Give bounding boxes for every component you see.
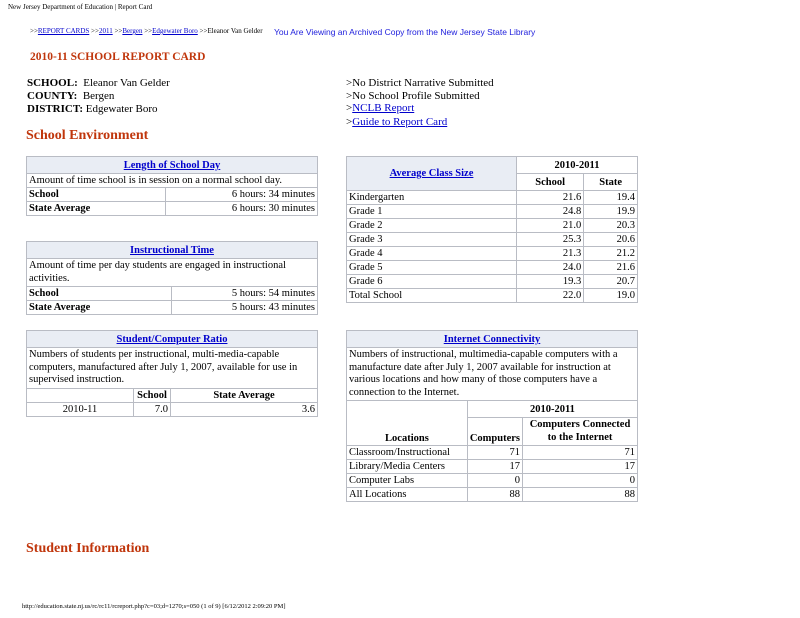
ratio-state: 3.6 xyxy=(171,402,318,416)
state-value: 21.2 xyxy=(584,247,638,261)
breadcrumb-current: Eleanor Van Gelder xyxy=(207,27,263,35)
link-prefix: > xyxy=(346,102,353,114)
school-value: 21.6 xyxy=(517,191,584,205)
breadcrumb-sep: >> xyxy=(112,27,123,35)
col-connected: Computers Connected to the Internet xyxy=(523,418,638,446)
connected-value: 88 xyxy=(523,488,638,502)
grade-label: Grade 1 xyxy=(347,205,517,219)
grade-label: Grade 5 xyxy=(347,261,517,275)
col-school: School xyxy=(517,174,584,191)
class-size-year: 2010-2011 xyxy=(517,157,638,174)
no-narrative-text: >No District Narrative Submitted xyxy=(346,77,494,89)
school-value: 21.0 xyxy=(517,219,584,233)
breadcrumb-county-link[interactable]: Bergen xyxy=(122,27,143,35)
computers-value: 71 xyxy=(467,446,522,460)
state-value: 19.0 xyxy=(584,289,638,303)
internet-year: 2010-2011 xyxy=(467,401,637,418)
state-value: 19.4 xyxy=(584,191,638,205)
state-value: 19.9 xyxy=(584,205,638,219)
grade-label: Kindergarten xyxy=(347,191,517,205)
internet-connectivity-link[interactable]: Internet Connectivity xyxy=(443,333,541,345)
row-label: School xyxy=(27,188,166,202)
connected-value: 71 xyxy=(523,446,638,460)
school-label: SCHOOL: xyxy=(27,77,78,89)
student-computer-ratio-link[interactable]: Student/Computer Ratio xyxy=(116,333,228,345)
location-label: Library/Media Centers xyxy=(347,460,468,474)
page-header-text: New Jersey Department of Education | Report Card xyxy=(8,3,153,11)
state-value: 21.6 xyxy=(584,261,638,275)
length-of-day-description: Amount of time school is in session on a normal school day. xyxy=(27,174,318,188)
computers-value: 88 xyxy=(467,488,522,502)
row-label: State Average xyxy=(27,202,166,216)
state-value: 20.6 xyxy=(584,233,638,247)
nclb-report-link[interactable]: NCLB Report xyxy=(352,102,415,114)
county-name: Bergen xyxy=(82,90,115,102)
breadcrumb-sep: >> xyxy=(197,27,208,35)
class-size-link[interactable]: Average Class Size xyxy=(389,168,474,179)
grade-label: Grade 4 xyxy=(347,247,517,261)
row-value: 6 hours: 34 minutes xyxy=(166,188,318,202)
side-links xyxy=(346,77,494,128)
row-label: State Average xyxy=(27,301,172,315)
class-size-table xyxy=(346,156,638,303)
school-value: 25.3 xyxy=(517,233,584,247)
school-value: 22.0 xyxy=(517,289,584,303)
row-label: School xyxy=(27,287,172,301)
length-of-day-link[interactable]: Length of School Day xyxy=(123,159,221,171)
location-label: All Locations xyxy=(347,488,468,502)
ratio-year: 2010-11 xyxy=(27,402,134,416)
col-computers: Computers xyxy=(467,418,522,446)
link-prefix: > xyxy=(346,115,353,128)
breadcrumb-sep: >> xyxy=(30,27,38,35)
school-environment-heading: School Environment xyxy=(26,128,149,143)
breadcrumb-district-link[interactable]: Edgewater Boro xyxy=(152,27,198,35)
school-value: 24.8 xyxy=(517,205,584,219)
district-label: DISTRICT: xyxy=(27,103,84,115)
state-value: 20.3 xyxy=(584,219,638,233)
computers-value: 0 xyxy=(467,474,522,488)
ratio-description: Numbers of students per instructional, multi-media-capable computers, manufactured after July 1, 2007, available for use in supervised instruction. xyxy=(27,348,318,389)
grade-label: Grade 3 xyxy=(347,233,517,247)
report-title: 2010-11 SCHOOL REPORT CARD xyxy=(30,51,206,63)
col-locations: Locations xyxy=(347,418,468,446)
school-value: 19.3 xyxy=(517,275,584,289)
grade-label: Grade 6 xyxy=(347,275,517,289)
grade-label: Total School xyxy=(347,289,517,303)
location-label: Classroom/Instructional xyxy=(347,446,468,460)
instructional-time-description: Amount of time per day students are engaged in instructional activities. xyxy=(27,259,318,287)
length-of-day-table xyxy=(26,156,318,216)
connected-value: 17 xyxy=(523,460,638,474)
computers-value: 17 xyxy=(467,460,522,474)
county-label: COUNTY: xyxy=(27,90,78,102)
school-name: Eleanor Van Gelder xyxy=(83,77,170,89)
location-label: Computer Labs xyxy=(347,474,468,488)
archived-notice: You Are Viewing an Archived Copy from the New Jersey State Library xyxy=(274,27,536,37)
student-information-heading: Student Information xyxy=(26,541,150,556)
page-footer-url: http://education.state.nj.us/rc/rc11/rcreport.php?c=03;d=1270;s=050 (1 of 9) [6/12/2012 2:09:20 PM] xyxy=(22,603,286,610)
student-computer-ratio-table xyxy=(26,330,318,417)
instructional-time-table xyxy=(26,241,318,315)
col-state-average: State Average xyxy=(171,388,318,402)
breadcrumb-sep: >> xyxy=(142,27,153,35)
breadcrumb xyxy=(30,27,263,35)
guide-link[interactable]: Guide to Report Card xyxy=(352,115,448,128)
col-school: School xyxy=(134,388,171,402)
internet-connectivity-table xyxy=(346,330,638,502)
connected-value: 0 xyxy=(523,474,638,488)
ratio-school: 7.0 xyxy=(134,402,171,416)
row-value: 6 hours: 30 minutes xyxy=(166,202,318,216)
school-value: 24.0 xyxy=(517,261,584,275)
school-value: 21.3 xyxy=(517,247,584,261)
breadcrumb-year-link[interactable]: 2011 xyxy=(98,27,113,35)
row-value: 5 hours: 54 minutes xyxy=(172,287,318,301)
col-state: State xyxy=(584,174,638,191)
row-value: 5 hours: 43 minutes xyxy=(172,301,318,315)
breadcrumb-report-cards-link[interactable]: REPORT CARDS xyxy=(37,27,90,35)
breadcrumb-sep: >> xyxy=(89,27,99,35)
state-value: 20.7 xyxy=(584,275,638,289)
district-name: Edgewater Boro xyxy=(85,103,158,115)
internet-description: Numbers of instructional, multimedia-capable computers with a manufacture date after July 1, 2007 available for instruction at various locations and how many of those computers have a connection to the Internet. xyxy=(347,348,638,401)
grade-label: Grade 2 xyxy=(347,219,517,233)
instructional-time-link[interactable]: Instructional Time xyxy=(130,244,214,256)
no-profile-text: >No School Profile Submitted xyxy=(346,89,480,102)
school-info xyxy=(27,77,170,116)
